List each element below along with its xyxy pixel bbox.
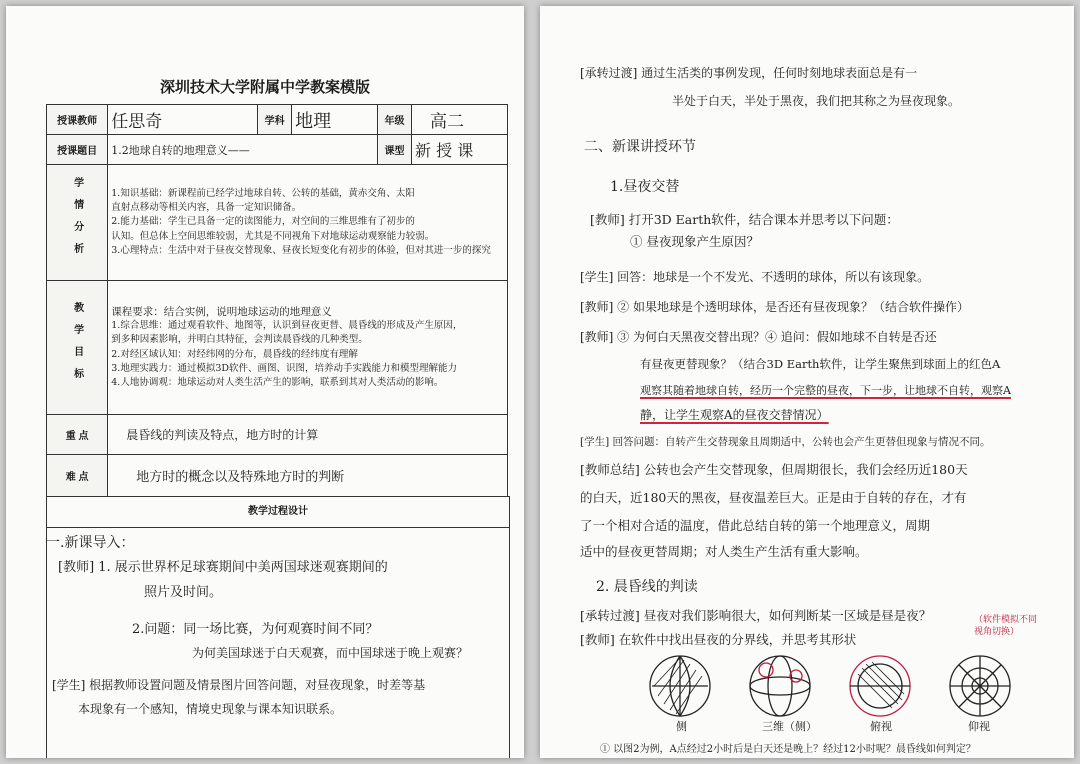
- page-title: 深圳技术大学附属中学教案模版: [159, 78, 370, 96]
- process-line: 2.问题：同一场比赛，为何观赛时间不同？: [132, 622, 379, 637]
- label-key: 重 点: [47, 415, 108, 455]
- goals-line: 课程要求：结合实例，说明地球运动的地理意义: [111, 305, 332, 318]
- globe-top-view: [850, 656, 910, 716]
- process-line: 为何美国球迷于白天观赛，而中国球迷于晚上观赛？: [192, 646, 469, 660]
- process-line: 一.新课导入：: [46, 535, 135, 551]
- process-heading: 教学过程设计: [46, 496, 510, 528]
- globe-label: 侧: [676, 720, 687, 733]
- right-line: 的白天，近180天的黑夜，昼夜温差巨大。正是由于自转的存在，才有: [580, 490, 967, 505]
- label-goals-text: 教学目标: [71, 302, 83, 390]
- goals-line: 4.人地协调观：地球运动对人类生活产生的影响，联系到其对人类活动的影响。: [111, 377, 444, 389]
- process-line: [学生] 根据教师设置问题及情景图片回答问题，对昼夜现象，时差等基: [52, 678, 426, 692]
- goals-line: 到多种因素影响，并明白其特征，会判读晨昏线的几种类型。: [111, 334, 368, 346]
- form-row-key: [47, 415, 508, 455]
- value-type: 新 授 课: [412, 135, 508, 165]
- right-line: [教师] ③ 为何白天黑夜交替出现？④ 追问：假如地球不自转是否还: [580, 330, 937, 344]
- right-line: 半处于白天，半处于黑夜，我们把其称之为昼夜现象。: [672, 94, 961, 108]
- process-line: [教师] 1. 展示世界杯足球赛期间中美两国球迷观赛期间的: [58, 560, 388, 575]
- form-row-topic: [47, 135, 508, 165]
- globe-label: 三维（侧）: [762, 720, 817, 733]
- label-grade: 年级: [378, 105, 412, 135]
- right-line: [教师总结] 公转也会产生交替现象，但周期很长，我们会经历近180天: [580, 462, 968, 477]
- right-line: 适中的昼夜更替周期；对人类生产生活有重大影响。: [580, 544, 868, 559]
- form-row-goals: [47, 281, 508, 415]
- lesson-plan-form: [46, 104, 508, 497]
- form-row-difficult: [47, 455, 508, 497]
- analysis-line: 直射点移动等相关内容，具备一定知识储备。: [111, 202, 302, 214]
- process-line: 本现象有一个感知，情境史现象与课本知识联系。: [78, 702, 343, 716]
- label-subject: 学科: [258, 105, 292, 135]
- right-line: 静，让学生观察A的昼夜交替情况）: [640, 408, 829, 422]
- right-line: 有昼夜更替现象？（结合3D Earth软件，让学生聚焦到球面上的红色A: [640, 357, 1001, 371]
- right-line: 观察其随着地球自转，经历一个完整的昼夜，下一步，让地球不自转，观察A: [640, 384, 1011, 397]
- right-line: ① 以图2为例，A点经过2小时后是白天还是晚上？经过12小时呢？晨昏线如何判定？: [600, 744, 976, 755]
- value-teacher: 任思奇: [108, 105, 258, 135]
- label-difficult: 难 点: [47, 455, 108, 497]
- value-difficult: 地方时的概念以及特殊地方时的判断: [108, 455, 508, 497]
- value-grade: 高二: [412, 105, 508, 135]
- analysis-line: 认知。但总体上空间思维较弱，尤其是不同视角下对地球运动观察能力较弱。: [111, 230, 435, 242]
- right-line: [承转过渡] 昼夜对我们影响很大，如何判断某一区域是昼是夜？: [580, 608, 932, 623]
- right-line: [教师] ② 如果地球是个透明球体，是否还有昼夜现象？（结合软件操作）: [580, 300, 969, 314]
- section-heading: 二、新课讲授环节: [584, 139, 696, 155]
- process-line: 照片及时间。: [144, 585, 223, 600]
- right-line: ① 昼夜现象产生原因？: [630, 234, 759, 249]
- globe-3d-side-view: [750, 656, 810, 716]
- goals-line: 3.地理实践力：通过模拟3D软件、画图、识图，培养动手实践能力和模型理解能力: [111, 362, 457, 374]
- right-line: [教师] 打开3D Earth软件，结合课本并思考以下问题：: [590, 212, 899, 227]
- label-analysis-text: 学情分析: [71, 177, 83, 265]
- right-line: [教师] 在软件中找出昼夜的分界线，并思考其形状: [580, 632, 857, 647]
- lesson-plan-page-left: [6, 6, 524, 758]
- analysis-line: 1.知识基础：新课程前已经学过地球自转、公转的基础，黄赤交角、太阳: [111, 187, 415, 199]
- globe-sketches: [640, 646, 1060, 728]
- analysis-line: 2.能力基础：学生已具备一定的读图能力，对空间的三维思维有了初步的: [111, 216, 415, 228]
- subsection-heading: 1.昼夜交替: [610, 179, 680, 195]
- label-topic: 授课题目: [47, 135, 108, 165]
- right-line: [承转过渡] 通过生活类的事例发现，任何时刻地球表面总是有一: [580, 66, 918, 80]
- value-subject: 地理: [292, 105, 378, 135]
- value-topic: 1.2地球自转的地理意义——: [108, 135, 378, 165]
- analysis-line: 3.心理特点：生活中对于昼夜交替现象、昼夜长短变化有初步的体验，但对其进一步的探究: [111, 244, 491, 256]
- label-goals: [47, 281, 108, 415]
- analysis-cell: [108, 165, 508, 281]
- globe-label: 仰视: [968, 720, 990, 733]
- right-line: 了一个相对合适的温度，借此总结自转的第一个地理意义，周期: [580, 518, 931, 533]
- label-teacher: 授课教师: [47, 105, 108, 135]
- value-key: 晨昏线的判读及特点，地方时的计算: [108, 415, 508, 455]
- right-line: [学生] 回答：地球是一个不发光、不透明的球体，所以有该现象。: [580, 270, 930, 284]
- globe-side-view: [650, 656, 710, 716]
- label-type: 课型: [378, 135, 412, 165]
- form-row-teacher: [47, 105, 508, 135]
- subsection-heading: 2. 晨昏线的判读: [596, 579, 698, 595]
- right-line: [学生] 回答问题：自转产生交替现象且周期适中，公转也会产生更替但现象与情况不同。: [580, 436, 991, 448]
- lesson-plan-page-right: [540, 6, 1074, 758]
- globe-bottom-view: [950, 656, 1010, 716]
- goals-cell: [108, 281, 508, 415]
- red-margin-note: （软件模拟不同视角切换）: [974, 615, 1038, 637]
- globe-label: 俯视: [870, 720, 892, 733]
- label-analysis: [47, 165, 108, 281]
- goals-line: 2.对经区域认知：对经纬网的分布，晨昏线的经纬度有理解: [111, 348, 358, 360]
- form-row-analysis: [47, 165, 508, 281]
- goals-line: 1.综合思维：通过观看软件、地图等，认识到昼夜更替、晨昏线的形成及产生原因，: [111, 319, 463, 331]
